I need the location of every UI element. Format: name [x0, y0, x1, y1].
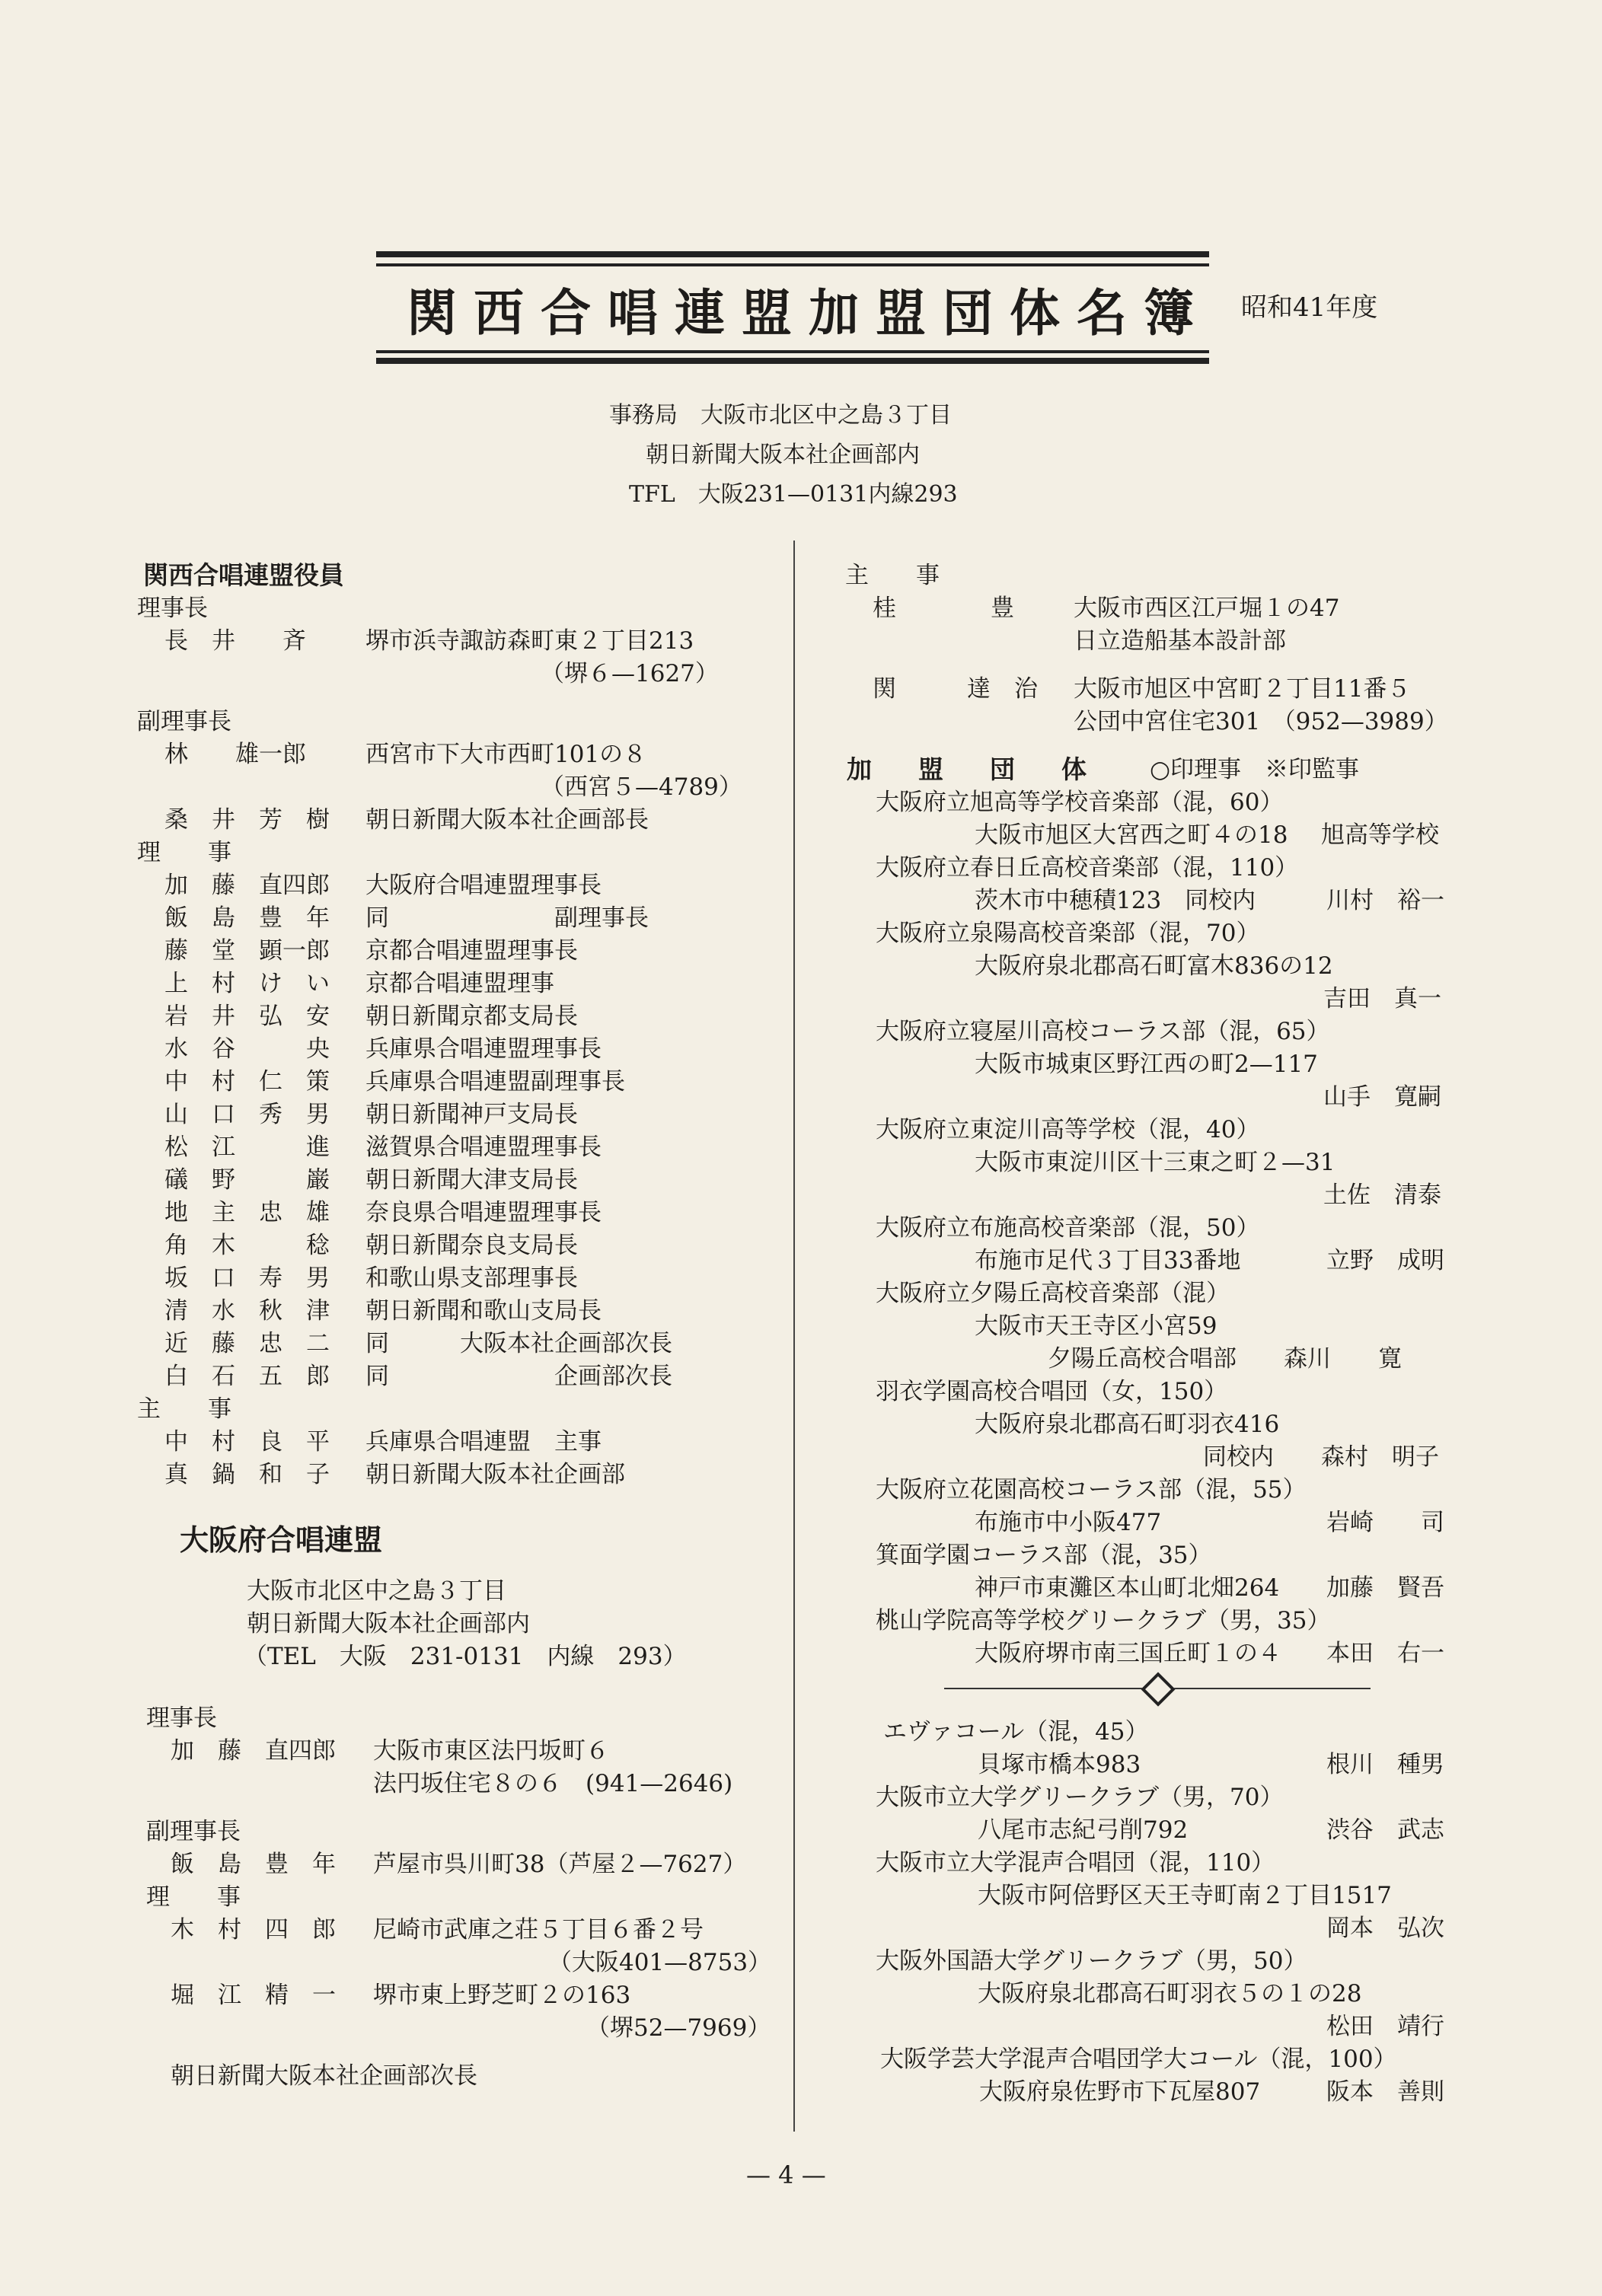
group-address: 大阪市東淀川区十三東之町２—31: [975, 1149, 1336, 1176]
director-role: 同 副理事長: [365, 904, 649, 932]
group-contact: 岩崎 司: [1326, 1509, 1444, 1536]
director-role: 大阪府合唱連盟理事長: [365, 872, 602, 899]
member-groups-heading: 加 盟 団 体: [847, 754, 1097, 784]
officers-heading: 関西合唱連盟役員: [143, 560, 344, 590]
osaka-address-1: 大阪市北区中之島３丁目: [247, 1577, 506, 1605]
chairman-label: 理事長: [137, 595, 208, 622]
group-address: 神戸市東灘区本山町北畑264: [975, 1574, 1280, 1602]
director-role: 京都合唱連盟理事: [365, 970, 554, 997]
list-item: [845, 1712, 1470, 1778]
director-role: 朝日新聞和歌山支局長: [365, 1297, 602, 1325]
osaka-chairman-addr-2: 法円坂住宅８の６ (941—2646): [373, 1770, 733, 1797]
group-name: 大阪府立旭高等学校音楽部（混，60）: [876, 789, 1284, 816]
secretary-name: 真 鍋 和 子: [164, 1461, 330, 1488]
group-contact: 土佐 清泰: [1323, 1181, 1441, 1209]
group-name: 大阪市立大学グリークラブ（男，70）: [876, 1784, 1284, 1811]
director-role: 和歌山県支部理事長: [365, 1264, 578, 1292]
director-role: 奈良県合唱連盟理事長: [365, 1199, 602, 1226]
member-groups-list: [845, 783, 1470, 1666]
list-item: [845, 1372, 1470, 1470]
group-name: 羽衣学園高校合唱団（女，150）: [876, 1378, 1228, 1405]
director-name: 藤 堂 顕一郎: [164, 937, 330, 965]
osaka-federation-heading: 大阪府合唱連盟: [180, 1523, 383, 1557]
osaka-address-3: （TEL 大阪 231-0131 内線 293）: [244, 1643, 687, 1670]
osaka-chairman-name: 加 藤 直四郎: [171, 1737, 336, 1765]
page-title: 関西合唱連盟加盟団体名簿: [407, 284, 1211, 343]
group-name: 大阪学芸大学混声合唱団学大コール（混，100）: [880, 2046, 1397, 2073]
member-groups-legend: ○印理事 ※印監事: [1150, 756, 1360, 783]
vice-chairman-name: 林 雄一郎: [164, 741, 306, 768]
group-address: 大阪府泉佐野市下瓦屋807: [979, 2078, 1261, 2106]
group-address: 大阪府泉北郡高石町羽衣５の１の28: [978, 1980, 1362, 2007]
group-address: 茨木市中穂積123 同校内: [975, 887, 1256, 914]
group-name: 大阪府立花園高校コーラス部（混，55）: [876, 1476, 1307, 1504]
group-contact: 吉田 真一: [1323, 985, 1441, 1012]
group-name: 大阪府立泉陽高校音楽部（混，70）: [876, 920, 1260, 947]
diamond-icon: [1141, 1672, 1175, 1706]
group-name: 大阪外国語大学グリークラブ（男，50）: [876, 1947, 1307, 1975]
director-name: 水 谷 央: [164, 1035, 330, 1063]
director-name: 松 江 進: [164, 1134, 330, 1161]
director-role: 朝日新聞神戸支局長: [365, 1101, 578, 1128]
directors-label: 理 事: [137, 839, 231, 866]
list-item: [845, 1110, 1470, 1208]
osaka-chairman-label: 理事長: [146, 1704, 217, 1732]
list-item: [845, 914, 1470, 1012]
osaka-directors-label: 理 事: [146, 1883, 241, 1911]
chairman-tel: （堺６—1627）: [541, 660, 719, 687]
director-name: 近 藤 忠 二: [164, 1330, 330, 1357]
group-contact: 松田 靖行: [1326, 2013, 1444, 2040]
group-address: 大阪市旭区大宮西之町４の18: [975, 821, 1288, 849]
secretary-name: 関 達 治: [873, 675, 1038, 703]
list-item: [845, 1843, 1470, 1941]
office-line-2: 朝日新聞大阪本社企画部内: [646, 442, 920, 468]
list-item: [845, 1778, 1470, 1843]
secretary-addr-1: 大阪市西区江戸堀１の47: [1074, 595, 1340, 622]
vice-chairman-label: 副理事長: [137, 708, 231, 735]
list-item: [845, 1208, 1470, 1274]
director-role: 同 大阪本社企画部次長: [365, 1330, 672, 1357]
director-name: 角 木 稔: [164, 1232, 330, 1259]
title-rule-top-thin: [376, 263, 1209, 266]
group-name: エヴァコール（混，45）: [883, 1718, 1149, 1746]
director-role: 兵庫県合唱連盟理事長: [365, 1035, 602, 1063]
group-name: 大阪府立布施高校音楽部（混，50）: [876, 1214, 1260, 1242]
vice-chairman2-role: 朝日新聞大阪本社企画部長: [365, 806, 649, 834]
group-contact: 加藤 賢吾: [1326, 1574, 1444, 1602]
section-ornament: [845, 1666, 1470, 1712]
list-item: [845, 1470, 1470, 1535]
group-contact: 渋谷 武志: [1326, 1816, 1444, 1844]
secretary-addr-1: 大阪市旭区中宮町２丁目11番５: [1074, 675, 1411, 703]
secretary-role: 兵庫県合唱連盟 主事: [365, 1428, 602, 1456]
member-groups-list-2: [845, 1712, 1470, 2105]
group-contact: 夕陽丘高校合唱部 森川 寛: [1048, 1345, 1402, 1373]
director-name: 山 口 秀 男: [164, 1101, 330, 1128]
secretary-addr-2: 日立造船基本設計部: [1074, 627, 1286, 655]
osaka-vice-label: 副理事長: [146, 1818, 241, 1845]
osaka-vice-addr: 芦屋市呉川町38（芦屋２—7627）: [373, 1851, 747, 1878]
director-name: 岩 井 弘 安: [164, 1003, 330, 1030]
director-role: 朝日新聞大津支局長: [365, 1166, 578, 1194]
page-number: — 4 —: [746, 2160, 826, 2189]
group-address: 大阪市阿倍野区天王寺町南２丁目1517: [978, 1882, 1392, 1909]
director-name: 地 主 忠 雄: [164, 1199, 330, 1226]
group-contact: 根川 種男: [1326, 1751, 1444, 1778]
title-rule-bottom: [376, 358, 1209, 364]
director-role: 同 企画部次長: [365, 1363, 672, 1390]
director-name: 加 藤 直四郎: [164, 872, 330, 899]
group-address: 大阪府泉北郡高石町富木836の12: [975, 952, 1333, 980]
title-year: 昭和41年度: [1241, 292, 1378, 323]
group-contact: 本田 右一: [1326, 1640, 1444, 1667]
list-item: [845, 1274, 1470, 1372]
director-name: 清 水 秋 津: [164, 1297, 330, 1325]
vice-chairman2-name: 桑 井 芳 樹: [164, 806, 330, 834]
group-address: 布施市中小阪477: [975, 1509, 1162, 1536]
director-name: 飯 島 豊 年: [164, 904, 330, 932]
list-item: [845, 2039, 1470, 2105]
secretaries-label-right: 主 事: [845, 562, 940, 589]
secretary-name: 桂 豊: [873, 595, 1014, 622]
secretaries-label: 主 事: [137, 1395, 231, 1423]
osaka-footer-note: 朝日新聞大阪本社企画部次長: [171, 2062, 477, 2090]
secretary-addr-2: 公団中宮住宅301 （952—3989）: [1074, 708, 1448, 735]
group-address: 布施市足代３丁目33番地: [975, 1247, 1241, 1274]
group-contact: 川村 裕一: [1326, 887, 1444, 914]
director-role: 京都合唱連盟理事長: [365, 937, 578, 965]
group-name: 大阪市立大学混声合唱団（混，110）: [876, 1849, 1275, 1877]
secretary-role: 朝日新聞大阪本社企画部: [365, 1461, 625, 1488]
group-name: 大阪府立東淀川高等学校（混，40）: [876, 1116, 1260, 1143]
group-address: 大阪市天王寺区小宮59: [975, 1312, 1217, 1340]
director-name: 上 村 け い: [164, 970, 330, 997]
osaka-vice-name: 飯 島 豊 年: [171, 1851, 336, 1878]
office-line-1: 事務局 大阪市北区中之島３丁目: [609, 402, 952, 429]
group-address: 八尾市志紀弓削792: [978, 1816, 1189, 1844]
directors-list: [137, 866, 769, 1389]
director-role: 滋賀県合唱連盟理事長: [365, 1134, 602, 1161]
list-item: [845, 783, 1470, 848]
osaka-director-tel: （大阪401—8753）: [548, 1949, 772, 1976]
group-address: 大阪市城東区野江西の町2—117: [975, 1051, 1318, 1078]
chairman-addr: 堺市浜寺諏訪森町東２丁目213: [365, 627, 694, 655]
group-name: 大阪府立寝屋川高校コーラス部（混，65）: [876, 1018, 1330, 1045]
list-item: [845, 1012, 1470, 1110]
group-name: 大阪府立夕陽丘高校音楽部（混）: [876, 1280, 1230, 1307]
title-rule-bottom-thin: [376, 350, 1209, 353]
osaka-director-name: 木 村 四 郎: [171, 1916, 336, 1944]
director-role: 朝日新聞京都支局長: [365, 1003, 578, 1030]
osaka-director-addr: 堺市東上野芝町２の163: [373, 1982, 631, 2009]
osaka-address-2: 朝日新聞大阪本社企画部内: [247, 1610, 530, 1637]
list-item: [845, 1535, 1470, 1601]
list-item: [845, 848, 1470, 914]
left-column: [137, 556, 772, 2090]
group-name: 桃山学院高等学校グリークラブ（男，35）: [876, 1607, 1331, 1634]
group-contact: 岡本 弘次: [1326, 1915, 1444, 1942]
column-divider: [793, 541, 795, 2132]
right-column: [845, 556, 1470, 2105]
office-line-3: TFL 大阪231—0131内線293: [629, 481, 958, 508]
group-address: 大阪府泉北郡高石町羽衣416: [975, 1411, 1280, 1438]
title-row: [376, 273, 1378, 349]
director-role: 朝日新聞奈良支局長: [365, 1232, 578, 1259]
group-contact: 旭高等学校: [1321, 821, 1439, 849]
chairman-name: 長 井 斉: [164, 627, 306, 655]
director-name: 中 村 仁 策: [164, 1068, 330, 1095]
group-contact: 山手 寛嗣: [1323, 1083, 1441, 1111]
osaka-director-name: 堀 江 精 一: [171, 1982, 336, 2009]
director-role: 兵庫県合唱連盟副理事長: [365, 1068, 625, 1095]
osaka-director-tel: （堺52—7969）: [586, 2014, 771, 2042]
group-name: 大阪府立春日丘高校音楽部（混，110）: [876, 854, 1299, 882]
group-contact: 同校内 森村 明子: [1203, 1443, 1439, 1471]
title-rule-top: [376, 251, 1209, 257]
osaka-chairman-addr-1: 大阪市東区法円坂町６: [373, 1737, 609, 1765]
group-contact: 阪本 善則: [1326, 2078, 1444, 2106]
vice-chairman-addr: 西宮市下大市西町101の８: [365, 741, 647, 768]
list-item: [845, 1601, 1470, 1666]
director-name: 白 石 五 郎: [164, 1363, 330, 1390]
osaka-director-addr: 尼崎市武庫之荘５丁目６番２号: [373, 1916, 704, 1944]
group-address: 大阪府堺市南三国丘町１の４: [975, 1640, 1281, 1667]
vice-chairman-tel: （西宮５—4789）: [541, 773, 742, 801]
director-name: 礒 野 巌: [164, 1166, 330, 1194]
group-contact: 立野 成明: [1326, 1247, 1444, 1274]
director-name: 坂 口 寿 男: [164, 1264, 330, 1292]
secretary-name: 中 村 良 平: [164, 1428, 330, 1456]
group-address: 貝塚市橋本983: [978, 1751, 1141, 1778]
list-item: [845, 1941, 1470, 2039]
group-name: 箕面学園コーラス部（混，35）: [876, 1542, 1212, 1569]
